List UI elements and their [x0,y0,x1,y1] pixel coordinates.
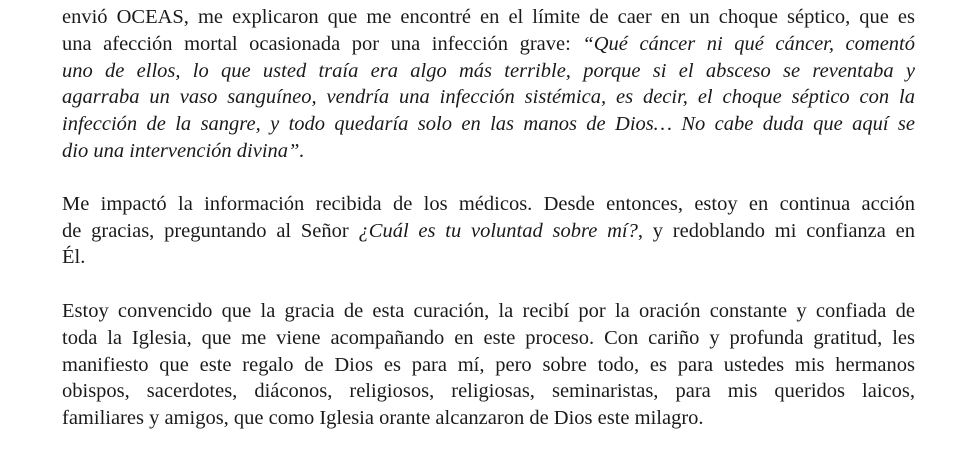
text-line: toda la Iglesia, que me viene acompañando en este proceso. Con cariño y profunda gratitud, les [62,327,915,349]
quote-span: “Qué cáncer ni qué cáncer, comentó [582,33,915,55]
quote-line: infección de la sangre, y todo quedaría solo en las manos de Dios… No cabe duda que aquí se [62,113,915,135]
text-span: de gracias, preguntando al Señor [62,220,359,242]
question-span: ¿Cuál es tu voluntad sobre mí? [358,220,638,242]
text-line: envió OCEAS, me explicaron que me encontré en el límite de caer en un choque séptico, que es [62,6,915,28]
text-line: manifiesto que este regalo de Dios es para mí, pero sobre todo, es para ustedes mis hermanos [62,354,915,376]
text-line: obispos, sacerdotes, diáconos, religiosos, religiosas, seminaristas, para mis queridos laicos, [62,380,915,402]
quote-line: uno de ellos, lo que usted traía era algo más terrible, porque si el absceso se reventaba y [62,60,915,82]
text-line: Él. [62,246,86,268]
text-span: una afección mortal ocasionada por una infección grave: [62,33,583,55]
quote-line: dio una intervención divina”. [62,140,305,162]
text-line: Me impactó la información recibida de los médicos. Desde entonces, estoy en continua acción [62,193,915,215]
text-line: Estoy convencido que la gracia de esta curación, la recibí por la oración constante y confiada de [62,300,915,322]
text-line: familiares y amigos, que como Iglesia orante alcanzaron de Dios este milagro. [62,407,704,429]
text-line [62,218,915,245]
text-line [62,31,915,58]
text-span: , y redoblando mi confianza en [637,220,915,242]
quote-line: agarraba un vaso sanguíneo, vendría una infección sistémica, es decir, el choque séptico con la [62,86,915,108]
